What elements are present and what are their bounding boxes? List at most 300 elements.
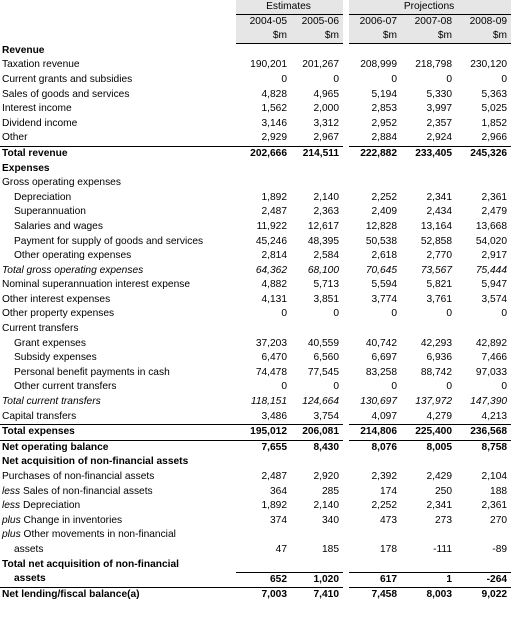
row-value: 218,798 xyxy=(415,59,453,71)
row-value: 285 xyxy=(322,485,340,497)
row-label xyxy=(0,528,236,543)
row-value: 2,434 xyxy=(426,206,453,218)
row-label xyxy=(0,455,236,470)
table-row xyxy=(0,162,511,177)
row-value: 0 xyxy=(281,381,287,393)
row-value: 4,279 xyxy=(426,410,453,422)
row-value: 2,584 xyxy=(313,250,340,262)
row-label-text: Net acquisition of non-financial assets xyxy=(2,456,189,468)
row-label-text: Depreciation xyxy=(14,191,72,203)
row-value: 2,357 xyxy=(426,117,453,129)
row-value: 147,390 xyxy=(470,396,508,408)
row-value: 137,972 xyxy=(415,396,453,408)
row-value: 2,392 xyxy=(346,470,401,485)
table-row xyxy=(0,395,511,410)
row-value: 0 xyxy=(446,308,453,320)
row-label xyxy=(0,220,236,235)
row-label xyxy=(0,249,236,264)
row-value: 2,929 xyxy=(261,132,287,144)
row-value: 45,246 xyxy=(255,235,287,247)
row-value: 2,920 xyxy=(313,471,340,482)
row-value xyxy=(401,176,456,191)
row-value xyxy=(346,558,401,573)
row-value: 3,761 xyxy=(426,293,453,305)
row-label-text: Other movements in non-financial xyxy=(23,529,176,541)
row-value xyxy=(346,322,401,337)
row-value: 75,444 xyxy=(475,264,508,276)
row-label-text: Other xyxy=(2,132,28,144)
table-row xyxy=(0,322,511,337)
row-value: 245,326 xyxy=(456,146,511,161)
table-row xyxy=(0,73,511,88)
row-value: 188 xyxy=(490,485,508,497)
row-value: 652 xyxy=(236,572,291,588)
row-value: 0 xyxy=(346,307,401,322)
row-value: 1,892 xyxy=(261,191,287,203)
row-value: 0 xyxy=(333,381,340,393)
row-label-text: Net operating balance xyxy=(2,441,109,453)
row-value: 7,458 xyxy=(346,588,401,603)
table-row xyxy=(0,88,511,103)
row-label xyxy=(0,131,236,146)
row-value: 0 xyxy=(281,73,287,85)
row-label-text: Interest income xyxy=(2,103,72,115)
table-row xyxy=(0,58,511,73)
row-value: 4,131 xyxy=(261,293,287,305)
table-row xyxy=(0,249,511,264)
row-value: 222,882 xyxy=(346,146,401,161)
row-label-text: Taxation revenue xyxy=(2,59,80,71)
unit-header: $m xyxy=(456,29,511,44)
row-value: 13,164 xyxy=(420,220,453,232)
row-label xyxy=(0,395,236,410)
row-value: 42,892 xyxy=(475,337,508,349)
table-row xyxy=(0,440,511,455)
row-label xyxy=(0,235,236,250)
row-value: 88,742 xyxy=(420,366,453,378)
row-value xyxy=(291,558,346,573)
row-value: 2,140 xyxy=(313,500,340,512)
row-label xyxy=(0,514,236,529)
row-value: 83,258 xyxy=(346,366,401,381)
row-value: 230,120 xyxy=(470,59,508,71)
row-label xyxy=(0,293,236,308)
row-value xyxy=(346,44,401,59)
row-value: 0 xyxy=(333,308,340,320)
row-value: 178 xyxy=(346,543,401,558)
row-label xyxy=(0,440,236,455)
row-value: 2,409 xyxy=(346,205,401,220)
row-label xyxy=(0,162,236,177)
row-value xyxy=(456,322,511,337)
unit-header: $m xyxy=(346,29,401,44)
unit-header: $m xyxy=(401,29,456,44)
row-value: 3,486 xyxy=(261,410,287,422)
row-label xyxy=(0,588,236,603)
row-value: 2,363 xyxy=(313,206,340,218)
row-value: 6,697 xyxy=(346,351,401,366)
row-value xyxy=(456,528,511,543)
row-label-text: Capital transfers xyxy=(2,410,77,422)
row-label xyxy=(0,278,236,293)
row-value: 7,003 xyxy=(236,588,291,603)
row-label-text: Subsidy expenses xyxy=(14,352,97,364)
row-value: 2,479 xyxy=(481,206,508,218)
row-label-text: Depreciation xyxy=(22,500,81,512)
row-value: 3,997 xyxy=(426,103,453,115)
row-value: 124,664 xyxy=(302,396,340,408)
row-label-text: Expenses xyxy=(2,162,50,174)
row-value xyxy=(291,176,346,191)
row-value xyxy=(401,455,456,470)
row-label-text: Total net acquisition of non-financial xyxy=(2,558,179,570)
row-label xyxy=(0,470,236,485)
row-label-text: Salaries and wages xyxy=(14,220,103,232)
table-row xyxy=(0,307,511,322)
row-value xyxy=(236,162,291,177)
table-row xyxy=(0,380,511,395)
row-label-text: Current transfers xyxy=(2,323,79,335)
row-value xyxy=(401,528,456,543)
year-header: 2004-05 xyxy=(236,15,291,30)
year-header: 2005-06 xyxy=(291,15,346,30)
year-header: 2008-09 xyxy=(456,15,511,30)
row-label xyxy=(0,88,236,103)
row-value: 4,965 xyxy=(313,88,340,100)
row-value: 7,410 xyxy=(291,588,346,603)
row-value: 8,003 xyxy=(401,588,456,603)
row-value: 364 xyxy=(270,485,287,497)
row-value: 0 xyxy=(446,381,453,393)
table-row xyxy=(0,205,511,220)
row-value xyxy=(401,322,456,337)
row-label-text: Gross operating expenses xyxy=(2,177,121,189)
row-value: -89 xyxy=(492,543,508,555)
row-value: 202,666 xyxy=(236,146,291,161)
row-value: 8,430 xyxy=(291,440,346,455)
row-label xyxy=(0,351,236,366)
row-value: 42,293 xyxy=(420,337,453,349)
row-value xyxy=(291,162,346,177)
row-value: 0 xyxy=(446,73,453,85)
row-value: 2,000 xyxy=(313,103,340,115)
row-value xyxy=(291,322,346,337)
row-label xyxy=(0,380,236,395)
row-value: 97,033 xyxy=(475,366,508,378)
row-value: 2,618 xyxy=(346,249,401,264)
row-label-text: assets xyxy=(14,573,46,585)
row-label-text: Revenue xyxy=(2,44,45,56)
row-label xyxy=(0,117,236,132)
table-row xyxy=(0,131,511,146)
table-row xyxy=(0,220,511,235)
row-label-text: Personal benefit payments in cash xyxy=(14,366,170,378)
row-value: 2,487 xyxy=(261,471,287,482)
table-row xyxy=(0,543,511,558)
row-value: 6,560 xyxy=(313,352,340,364)
table-row xyxy=(0,366,511,381)
row-value: 2,361 xyxy=(481,500,508,512)
row-value: 73,567 xyxy=(420,264,453,276)
row-value: 250 xyxy=(435,485,453,497)
row-value xyxy=(236,455,291,470)
table-row xyxy=(0,44,511,59)
row-value: 12,828 xyxy=(346,220,401,235)
row-value: 4,828 xyxy=(261,88,287,100)
group-estimates: Estimates xyxy=(236,0,346,15)
row-value: 225,400 xyxy=(401,425,456,441)
row-value: 118,151 xyxy=(250,396,287,408)
row-label-text: Grant expenses xyxy=(14,337,86,349)
row-value: 3,851 xyxy=(313,293,340,305)
table-row xyxy=(0,485,511,500)
row-label xyxy=(0,322,236,337)
row-value: 5,330 xyxy=(426,88,453,100)
row-value: 0 xyxy=(501,308,508,320)
row-label-text: Other property expenses xyxy=(2,308,115,320)
row-label-text: Payment for supply of goods and services xyxy=(14,235,204,247)
row-label xyxy=(0,307,236,322)
row-value: 3,146 xyxy=(261,117,287,129)
row-value xyxy=(236,558,291,573)
row-value: 2,884 xyxy=(346,131,401,146)
row-value: 4,213 xyxy=(481,410,508,422)
row-value: 5,713 xyxy=(313,279,340,291)
row-label xyxy=(0,558,236,573)
row-value: 5,947 xyxy=(481,279,508,291)
row-value xyxy=(401,162,456,177)
row-label-text: Total revenue xyxy=(2,147,68,159)
table-row xyxy=(0,425,511,441)
table-row xyxy=(0,102,511,117)
row-value: 4,097 xyxy=(346,410,401,425)
row-value: 48,395 xyxy=(307,235,340,247)
row-value: 7,466 xyxy=(481,352,508,364)
table-row xyxy=(0,278,511,293)
row-value: 2,917 xyxy=(481,250,508,262)
row-value: 5,594 xyxy=(346,278,401,293)
row-label xyxy=(0,205,236,220)
row-value: 174 xyxy=(346,485,401,500)
table-row xyxy=(0,191,511,206)
table-row xyxy=(0,351,511,366)
table-row xyxy=(0,455,511,470)
row-label-text: Sales of goods and services xyxy=(2,88,130,100)
row-label xyxy=(0,146,236,161)
row-value: 8,758 xyxy=(456,440,511,455)
row-value: 201,267 xyxy=(302,59,340,71)
row-value: 37,203 xyxy=(255,337,287,349)
table-row xyxy=(0,499,511,514)
row-label xyxy=(0,425,236,441)
row-value: 3,754 xyxy=(313,410,340,422)
table-row xyxy=(0,528,511,543)
table-row xyxy=(0,235,511,250)
row-label-text: Sales of non-financial assets xyxy=(22,485,153,497)
row-value xyxy=(456,558,511,573)
row-label xyxy=(0,543,236,558)
row-value: 2,252 xyxy=(346,499,401,514)
row-label xyxy=(0,176,236,191)
table-row xyxy=(0,558,511,573)
row-value: 617 xyxy=(346,572,401,588)
row-label-text: Other operating expenses xyxy=(14,250,132,262)
row-value: 2,814 xyxy=(261,250,287,262)
row-value: 54,020 xyxy=(475,235,508,247)
row-label xyxy=(0,366,236,381)
row-value: 195,012 xyxy=(236,425,291,441)
row-label-text: Nominal superannuation interest expense xyxy=(2,279,191,291)
row-value xyxy=(346,455,401,470)
row-value: 1,892 xyxy=(261,500,287,512)
row-value: 5,363 xyxy=(481,88,508,100)
table-row xyxy=(0,470,511,485)
row-value xyxy=(401,44,456,59)
row-value: 4,882 xyxy=(261,279,287,291)
row-label xyxy=(0,191,236,206)
row-value: 2,967 xyxy=(313,132,340,144)
row-value: 130,697 xyxy=(346,395,401,410)
row-label xyxy=(0,499,236,514)
unit-header: $m xyxy=(291,29,346,44)
row-value xyxy=(291,455,346,470)
row-value: 2,341 xyxy=(426,500,453,512)
table-row xyxy=(0,588,511,603)
row-value: 270 xyxy=(490,514,508,526)
row-value: 2,252 xyxy=(346,191,401,206)
row-value: 0 xyxy=(346,380,401,395)
row-value: 0 xyxy=(501,73,508,85)
row-label xyxy=(0,410,236,425)
row-value: 2,361 xyxy=(481,191,508,203)
row-value: 5,194 xyxy=(346,88,401,103)
row-label xyxy=(0,337,236,352)
row-value xyxy=(236,176,291,191)
row-value: 0 xyxy=(281,308,287,320)
row-value: 2,966 xyxy=(481,132,508,144)
row-label-text: assets xyxy=(14,543,44,555)
row-value: 1,020 xyxy=(291,572,346,588)
row-label-text: Total current transfers xyxy=(2,396,101,408)
table-row xyxy=(0,264,511,279)
row-label xyxy=(0,485,236,500)
row-value: 0 xyxy=(333,73,340,85)
row-value: 2,924 xyxy=(426,132,453,144)
row-value: 2,770 xyxy=(426,250,453,262)
row-label xyxy=(0,44,236,59)
row-value: 8,005 xyxy=(401,440,456,455)
row-value: 273 xyxy=(435,514,453,526)
row-value: 340 xyxy=(322,514,340,526)
row-value: 68,100 xyxy=(307,264,340,276)
row-value: 9,022 xyxy=(456,588,511,603)
row-value xyxy=(346,176,401,191)
row-value: 2,140 xyxy=(313,191,340,203)
row-value: 1,852 xyxy=(481,117,508,129)
row-value: 1 xyxy=(401,572,456,588)
row-value: 13,668 xyxy=(475,220,508,232)
row-label-text: Superannuation xyxy=(14,206,86,218)
row-value: 2,853 xyxy=(346,102,401,117)
row-value: 185 xyxy=(322,543,340,555)
table-row xyxy=(0,410,511,425)
row-value: 64,362 xyxy=(255,264,287,276)
row-value xyxy=(291,528,346,543)
row-value: 70,645 xyxy=(346,264,401,279)
row-label-text: Current grants and subsidies xyxy=(2,73,133,85)
row-label-text: Change in inventories xyxy=(23,514,123,526)
table-row xyxy=(0,176,511,191)
row-value: -264 xyxy=(456,572,511,588)
row-label-text: Dividend income xyxy=(2,117,78,129)
row-value: 0 xyxy=(501,381,508,393)
unit-row-label xyxy=(0,29,236,44)
group-projections: Projections xyxy=(346,0,511,15)
row-label xyxy=(0,102,236,117)
row-value: 52,858 xyxy=(420,235,453,247)
row-value: 214,806 xyxy=(346,425,401,441)
row-value: 2,429 xyxy=(426,471,453,482)
row-value: 1,562 xyxy=(261,103,287,115)
row-prefix: plus xyxy=(2,529,21,541)
row-value: 233,405 xyxy=(401,146,456,161)
row-value: 2,952 xyxy=(346,117,401,132)
row-prefix: less xyxy=(2,485,21,497)
year-header: 2007-08 xyxy=(401,15,456,30)
row-value: 2,104 xyxy=(481,471,508,482)
row-label-text: Purchases of non-financial assets xyxy=(2,471,155,482)
unit-header: $m xyxy=(236,29,291,44)
row-label xyxy=(0,73,236,88)
table-row xyxy=(0,337,511,352)
year-header: 2006-07 xyxy=(346,15,401,30)
row-value: 5,025 xyxy=(481,103,508,115)
row-value: 40,559 xyxy=(307,337,340,349)
row-value xyxy=(236,528,291,543)
row-value: 77,545 xyxy=(307,366,340,378)
row-value: -111 xyxy=(433,543,453,555)
row-value: 3,774 xyxy=(346,293,401,308)
row-value: 3,574 xyxy=(481,293,508,305)
row-value: 74,478 xyxy=(255,366,287,378)
row-value xyxy=(401,558,456,573)
table-row xyxy=(0,572,511,588)
row-label xyxy=(0,264,236,279)
row-value: 11,922 xyxy=(256,220,287,232)
year-row-label xyxy=(0,15,236,30)
row-value: 3,312 xyxy=(313,117,340,129)
row-value xyxy=(456,162,511,177)
table-row xyxy=(0,146,511,161)
row-value xyxy=(346,528,401,543)
table-row xyxy=(0,514,511,529)
row-label-text: Total expenses xyxy=(2,426,75,438)
row-value: 2,487 xyxy=(261,206,287,218)
row-label-text: Total gross operating expenses xyxy=(2,264,144,276)
row-value: 8,076 xyxy=(346,440,401,455)
row-value: 190,201 xyxy=(250,59,287,71)
table-row xyxy=(0,293,511,308)
row-prefix: plus xyxy=(2,514,21,526)
row-value: 214,511 xyxy=(291,146,346,161)
row-value: 2,341 xyxy=(426,191,453,203)
row-value: 374 xyxy=(270,514,287,526)
row-value: 6,936 xyxy=(426,352,453,364)
row-value xyxy=(456,455,511,470)
row-value: 47 xyxy=(275,543,287,555)
row-value: 473 xyxy=(346,514,401,529)
row-value xyxy=(236,44,291,59)
